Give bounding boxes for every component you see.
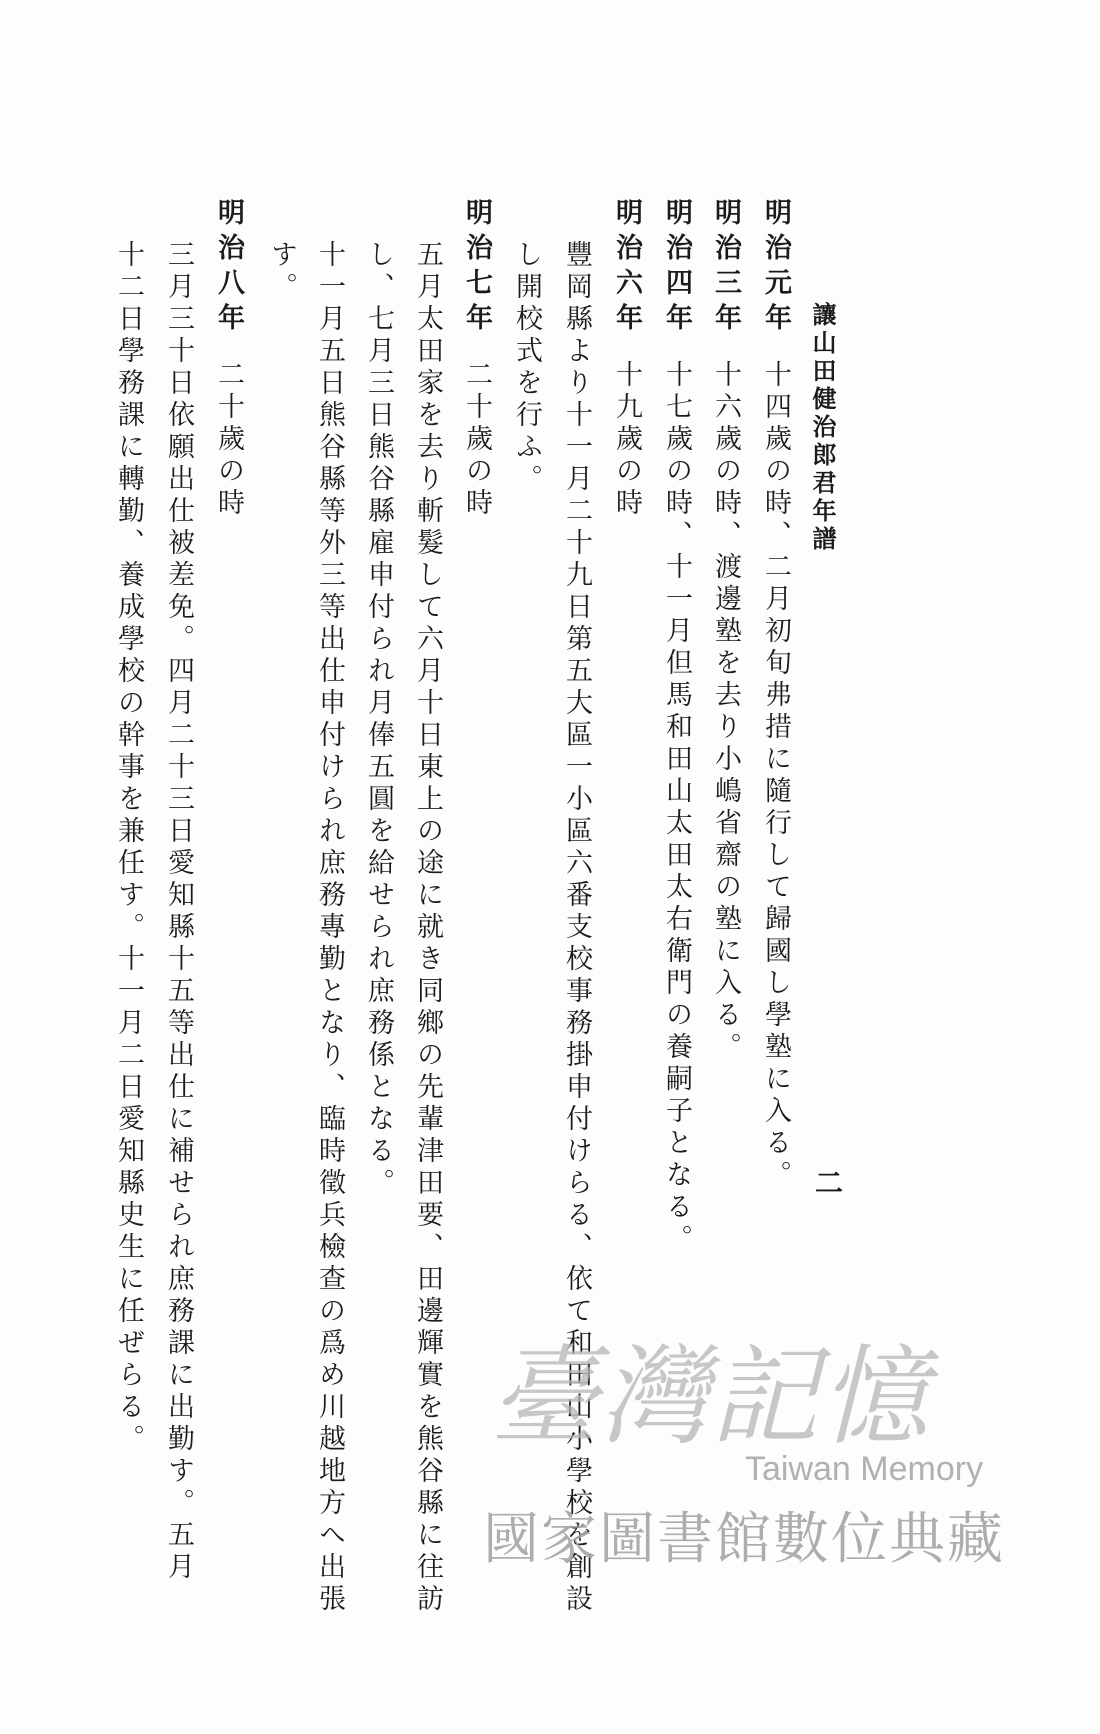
text-column [165,240,192,1584]
text-column [268,240,295,304]
column-text: 豐岡縣より十一月二十九日第五大區一小區六番支校事務掛申付けらる、依て和田山小學校を創設 [561,240,592,1616]
column-text: 十一月五日熊谷縣等外三等出仕申付けられ庶務專勤となり、臨時徵兵檢查の爲め川越地方へ出張 [314,240,345,1616]
column-text: す。 [266,240,297,304]
era-heading: 明治八年 [213,198,244,338]
column-text: 十九歲の時 [611,360,642,520]
watermark-english: Taiwan Memory [745,1450,984,1488]
watermark-chinese: 國家圖書館數位典藏 [483,1507,1005,1572]
column-text: 五月太田家を去り斬髮して六月十日東上の途に就き同鄉の先輩津田要、田邊輝實を熊谷縣に往訪 [412,240,443,1616]
column-text: 十二日學務課に轉勤、養成學校の幹事を兼任す。十一月二日愛知縣史生に任ぜらる。 [113,240,144,1456]
text-column [712,198,739,1064]
column-text: し、七月三日熊谷縣雇申付られ月俸五圓を給せられ庶務係となる。 [363,240,394,1200]
text-column [316,240,343,1616]
column-text: 十四歲の時、二月初旬弗措に隨行して歸國し學塾に入る。 [760,360,791,1192]
era-heading: 明治六年 [611,198,642,338]
era-heading: 明治元年 [760,198,791,338]
text-column [463,198,490,520]
column-text: し開校式を行ふ。 [511,240,542,496]
column-text: 十七歲の時、十一月但馬和田山太田太右衛門の養嗣子となる。 [661,360,692,1256]
column-text: 二十歲の時 [213,360,244,520]
text-column [663,198,690,1256]
text-column [414,240,441,1616]
era-heading: 明治七年 [461,198,492,338]
text-column [215,198,242,520]
text-column [115,240,142,1456]
column-text: 三月三十日依願出仕被差免。四月二十三日愛知縣十五等出仕に補せられ庶務課に出勤す。五月 [163,240,194,1584]
text-column [762,198,789,1192]
page-title: 讓山田健治郎君年譜 [808,302,837,554]
column-text: 十六歲の時、渡邊塾を去り小嶋省齋の塾に入る。 [710,360,741,1064]
text-column [613,198,640,520]
text-column [365,240,392,1200]
page-number: 二 [811,1168,844,1201]
watermark-logo: 臺灣記憶 [490,1335,931,1460]
era-heading: 明治三年 [710,198,741,338]
text-column [513,240,540,496]
column-text: 二十歲の時 [461,360,492,520]
era-heading: 明治四年 [661,198,692,338]
